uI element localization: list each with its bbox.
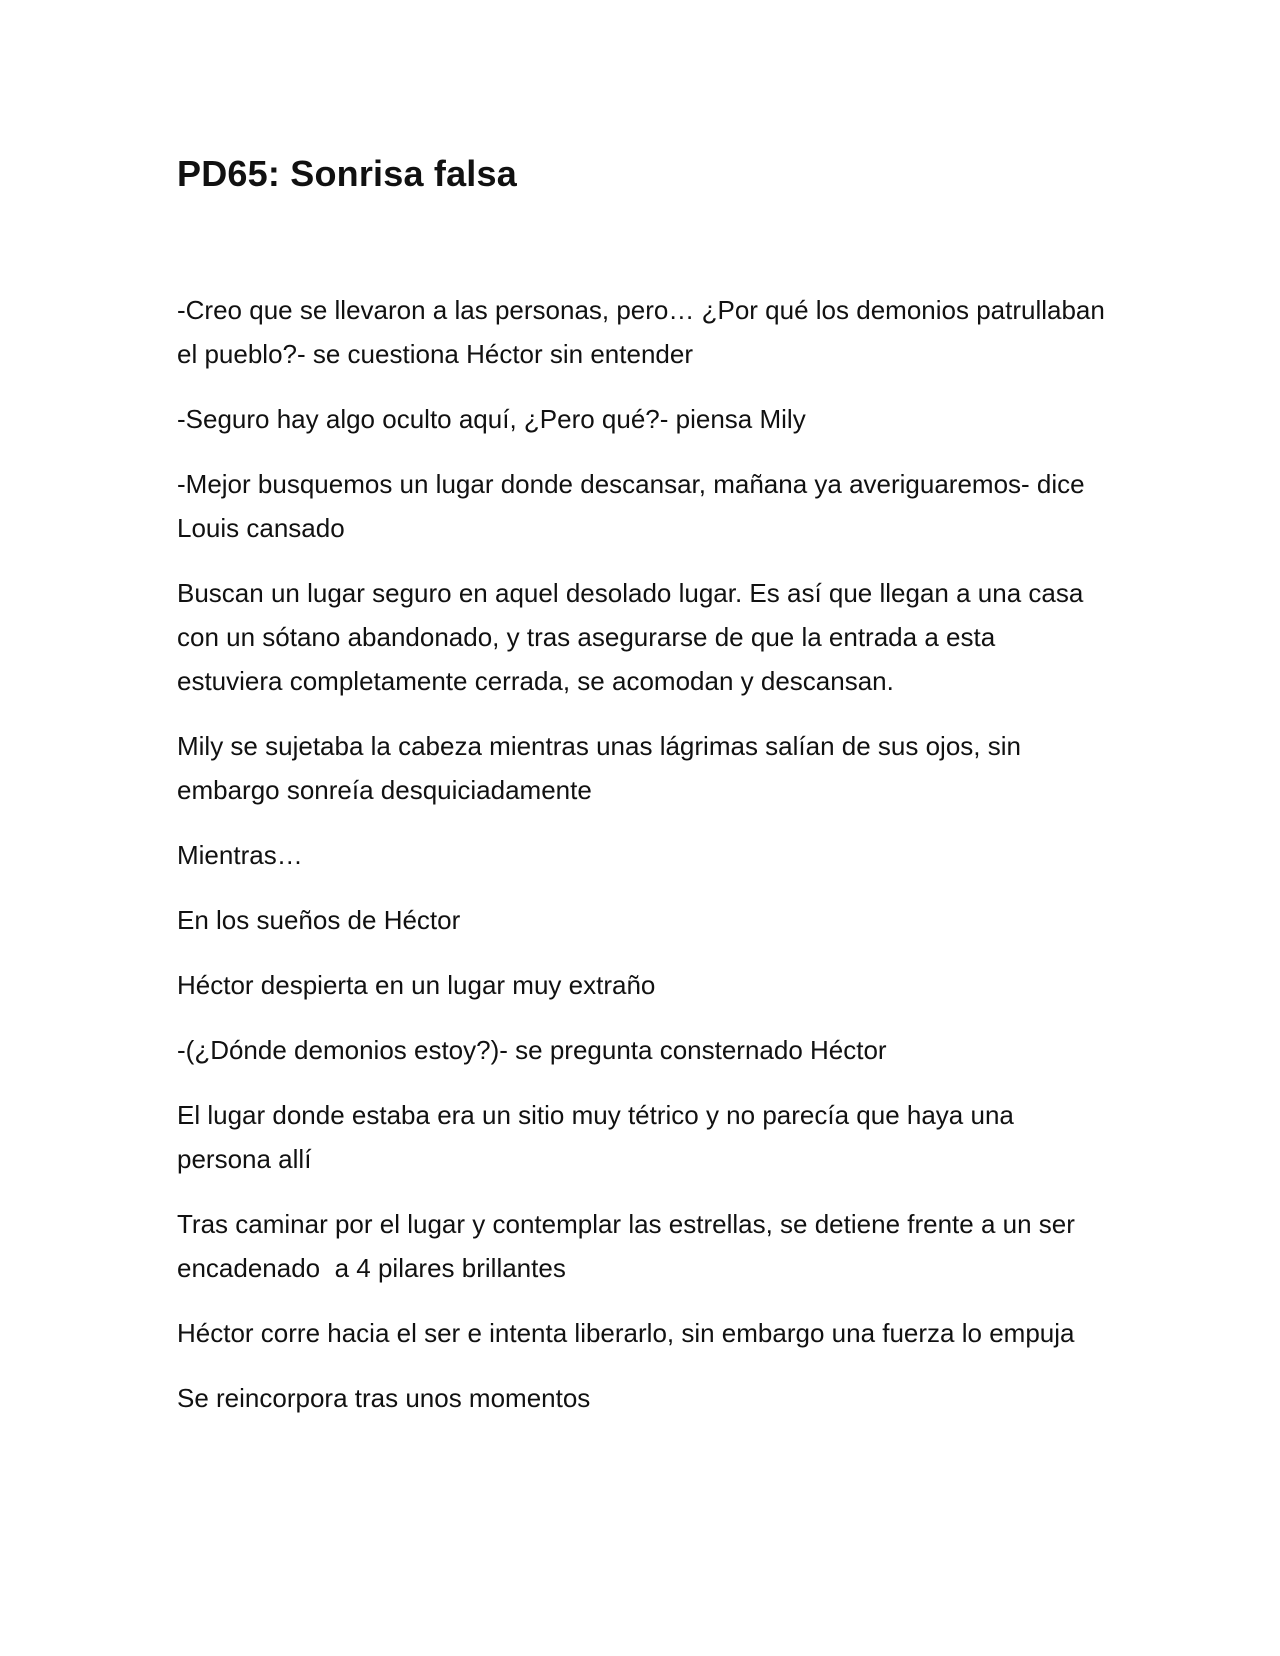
paragraph-5: Mily se sujetaba la cabeza mientras unas lágrimas salían de sus ojos, sin embargo sonreía desquiciadamente [177, 731, 1029, 805]
paragraph-7: En los sueños de Héctor [177, 905, 461, 935]
paragraph-11: Tras caminar por el lugar y contemplar las estrellas, se detiene frente a un ser encadenado a 4 pilares brillantes [177, 1209, 1083, 1283]
document-body [177, 288, 1113, 1441]
paragraph-10: El lugar donde estaba era un sitio muy tétrico y no parecía que haya una persona allí [177, 1100, 1022, 1174]
paragraph-8: Héctor despierta en un lugar muy extraño [177, 970, 656, 1000]
paragraph-1: -Creo que se llevaron a las personas, pero… ¿Por qué los demonios patrullaban el pueblo?- se cuestiona Héctor sin entender [177, 295, 1113, 369]
document-title: PD65: Sonrisa falsa [177, 153, 517, 194]
paragraph-12: Héctor corre hacia el ser e intenta liberarlo, sin embargo una fuerza lo empuja [177, 1318, 1075, 1348]
paragraph-6: Mientras… [177, 840, 303, 870]
paragraph-3: -Mejor busquemos un lugar donde descansar, mañana ya averiguaremos- dice Louis cansado [177, 469, 1092, 543]
paragraph-2: -Seguro hay algo oculto aquí, ¿Pero qué?- piensa Mily [177, 404, 806, 434]
paragraph-4: Buscan un lugar seguro en aquel desolado lugar. Es así que llegan a una casa con un sótano abandonado, y tras asegurarse de que la entrada a esta estuviera completamente cerrada, se acomodan y descansan. [177, 578, 1091, 696]
paragraph-9: -(¿Dónde demonios estoy?)- se pregunta consternado Héctor [177, 1035, 887, 1065]
paragraph-13: Se reincorpora tras unos momentos [177, 1383, 591, 1413]
